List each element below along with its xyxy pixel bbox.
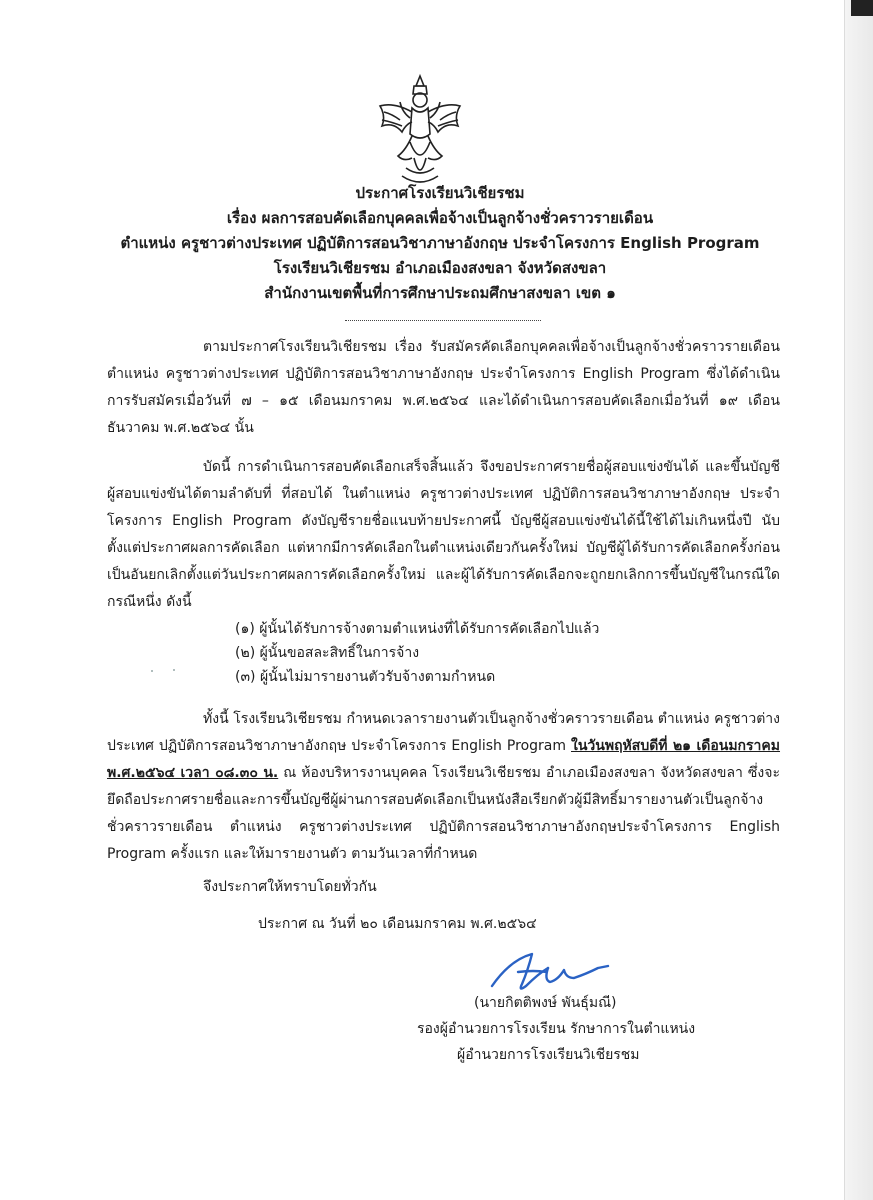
paragraph-3-text-c: ณ ห้องบริหารงานบุคคล โรงเรียนวิเชียรชม อำเภอเมืองสงขลา จังหวัดสงขลา ซึ่งจะยึดถือประกาศรายชื่อและการขึ้นบัญชีผู้ผ่านการสอบคัดเลือกเป็นหนังสือเรียกตัวผู้มีสิทธิ์มารายงานตัวเป็นลูกจ้างชั่วคราวรายเดือน ตำแหน่ง ครูชาวต่างประเทศ ปฏิบัติการสอนวิชาภาษาอังกฤษประจำโครงการ English Program ครั้งแรก และให้มารายงานตัว ตามวันเวลาที่กำหนด — [107, 765, 780, 862]
garuda-emblem-icon — [372, 72, 468, 190]
report-date-emphasis: ในวันพฤหัสบดีที่ ๒๑ เดือนมกราคม พ.ศ.๒๕๖๔ เวลา ๐๘.๓๐ น. — [107, 738, 781, 781]
list-item-3: (๓) ผู้นั้นไม่มารายงานตัวรับจ้างตามกำหนด — [235, 669, 496, 685]
school-line: โรงเรียนวิเชียรชม อำเภอเมืองสงขลา จังหวัดสงขลา — [273, 259, 607, 277]
signer-name: (นายกิตติพงษ์ พันธุ์มณี) — [474, 995, 617, 1011]
closing-statement: จึงประกาศให้ทราบโดยทั่วกัน — [203, 879, 377, 895]
position-line: ตำแหน่ง ครูชาวต่างประเทศ ปฏิบัติการสอนวิชาภาษาอังกฤษ ประจำโครงการ English Program — [120, 234, 760, 252]
paragraph-3 — [107, 706, 780, 868]
announcement-date: ประกาศ ณ วันที่ ๒๐ เดือนมกราคม พ.ศ.๒๕๖๔ — [258, 916, 537, 932]
subject-line: เรื่อง ผลการสอบคัดเลือกบุคคลเพื่อจ้างเป็นลูกจ้างชั่วคราวรายเดือน — [226, 209, 654, 227]
announcement-title: ประกาศโรงเรียนวิเชียรชม — [355, 184, 525, 202]
paragraph-3-text-a: ทั้งนี้ โรงเรียนวิเชียรชม กำหนดเวลารายงานตัวเป็นลูกจ้างชั่วคราวรายเดือน ตำแหน่ง ครูชาวต่างประเทศ ปฏิบัติการสอนวิชาภาษาอังกฤษ ประจำโครงการ English Program — [107, 711, 780, 754]
scan-speck — [150, 668, 178, 674]
list-item-2: (๒) ผู้นั้นขอสละสิทธิ์ในการจ้าง — [235, 645, 420, 661]
dotted-divider — [345, 320, 541, 321]
list-item-1: (๑) ผู้นั้นได้รับการจ้างตามตำแหน่งที่ได้รับการคัดเลือกไปแล้ว — [235, 621, 600, 637]
signer-position-acting: รองผู้อำนวยการโรงเรียน รักษาการในตำแหน่ง — [417, 1021, 696, 1037]
office-line: สำนักงานเขตพื้นที่การศึกษาประถมศึกษาสงขลา เขต ๑ — [264, 284, 616, 302]
paragraph-2: บัดนี้ การดำเนินการสอบคัดเลือกเสร็จสิ้นแล้ว จึงขอประกาศรายชื่อผู้สอบแข่งขันได้ และขึ้นบัญชีผู้สอบแข่งขันได้ตามลำดับที่ ที่สอบได้ ในตำแหน่ง ครูชาวต่างประเทศ ปฏิบัติการสอนวิชาภาษาอังกฤษ ประจำโครงการ English Program ดังบัญชีรายชื่อแนบท้ายประกาศนี้ บัญชีผู้สอบแข่งขันได้นี้ใช้ได้ไม่เกินหนึ่งปี นับตั้งแต่ประกาศผลการคัดเลือก แต่หากมีการคัดเลือกในตำแหน่งเดียวกันครั้งใหม่ บัญชีผู้ได้รับการคัดเลือกครั้งก่อนเป็นอันยกเลิกตั้งแต่วันประกาศผลการคัดเลือกครั้งใหม่ และผู้ได้รับการคัดเลือกจะถูกยกเลิกการขึ้นบัญชีในกรณีใดกรณีหนึ่ง ดังนี้ — [107, 459, 780, 610]
paragraph-1: ตามประกาศโรงเรียนวิเชียรชม เรื่อง รับสมัครคัดเลือกบุคคลเพื่อจ้างเป็นลูกจ้างชั่วคราวรายเดือน ตำแหน่ง ครูชาวต่างประเทศ ปฏิบัติการสอนวิชาภาษาอังกฤษ ประจำโครงการ English Program ซึ่งได้ดำเนินการรับสมัครเมื่อวันที่ ๗ – ๑๕ เดือนมกราคม พ.ศ.๒๕๖๔ และได้ดำเนินการสอบคัดเลือกเมื่อวันที่ ๑๙ เดือนธันวาคม พ.ศ.๒๕๖๔ นั้น — [107, 339, 780, 436]
signer-position-director: ผู้อำนวยการโรงเรียนวิเชียรชม — [457, 1047, 640, 1063]
corner-mark — [851, 0, 873, 16]
page-edge — [844, 0, 873, 1200]
